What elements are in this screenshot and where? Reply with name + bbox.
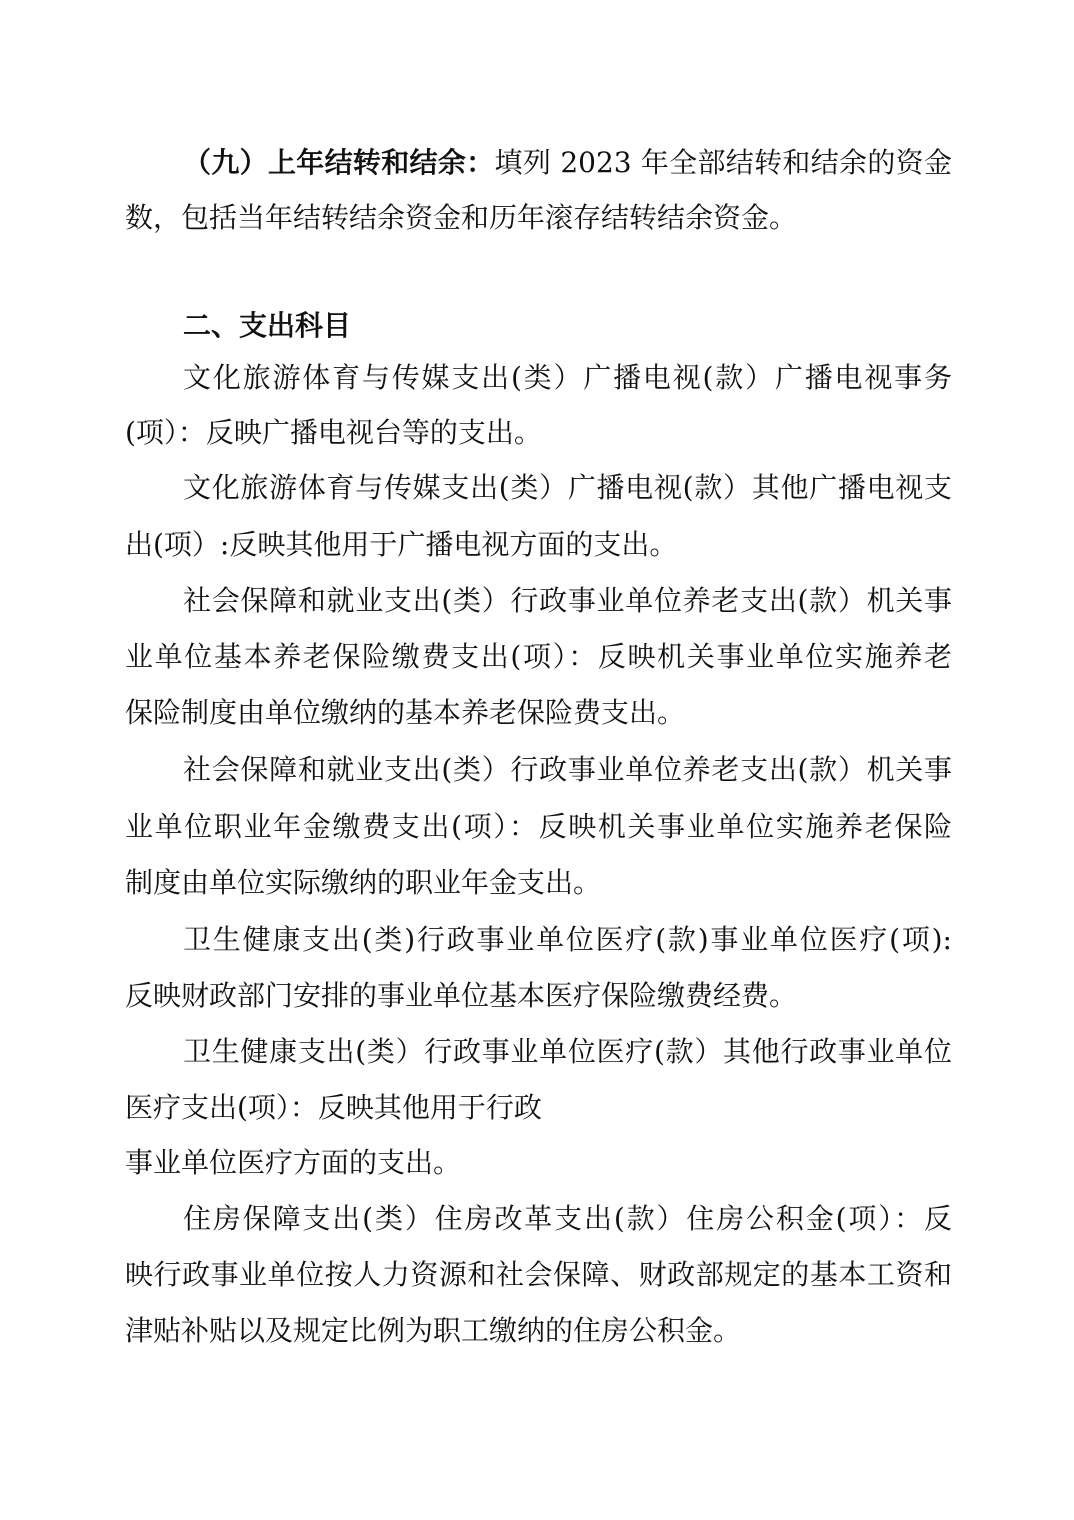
paragraph-line: 社会保障和就业支出(类）行政事业单位养老支出(款）机关事: [183, 753, 952, 786]
paragraph-line: [183, 146, 952, 180]
section-9-text: 填列 2023 年全部结转和结余的资金: [494, 146, 952, 179]
paragraph-line: 文化旅游体育与传媒支出(类）广播电视(款）其他广播电视支: [183, 471, 952, 504]
section-9-label: （九）上年结转和结余：: [183, 146, 495, 179]
paragraph-line: 出(项）:反映其他用于广播电视方面的支出。: [125, 528, 678, 561]
paragraph-line: 数，包括当年结转结余资金和历年滚存结转结余资金。: [125, 201, 798, 234]
paragraph-line: 业单位职业年金缴费支出(项）：反映机关事业单位实施养老保险: [125, 810, 952, 843]
paragraph-line: 文化旅游体育与传媒支出(类）广播电视(款）广播电视事务: [183, 361, 952, 394]
paragraph-line: 住房保障支出(类）住房改革支出(款）住房公积金(项）：反: [183, 1202, 952, 1235]
paragraph-line: 卫生健康支出(类)行政事业单位医疗(款)事业单位医疗(项):: [183, 923, 952, 956]
paragraph-line: 反映财政部门安排的事业单位基本医疗保险缴费经费。: [125, 979, 798, 1012]
paragraph-line: 卫生健康支出(类）行政事业单位医疗(款）其他行政事业单位: [183, 1035, 952, 1068]
paragraph-line: 医疗支出(项）：反映其他用于行政: [125, 1091, 542, 1124]
paragraph-line: 映行政事业单位按人力资源和社会保障、财政部规定的基本工资和: [125, 1258, 952, 1291]
paragraph-line: 津贴补贴以及规定比例为职工缴纳的住房公积金。: [125, 1314, 742, 1347]
paragraph-line: (项）：反映广播电视台等的支出。: [125, 416, 542, 449]
paragraph-line: 社会保障和就业支出(类）行政事业单位养老支出(款）机关事: [183, 584, 952, 617]
paragraph-line: 制度由单位实际缴纳的职业年金支出。: [125, 866, 602, 899]
paragraph-line: 事业单位医疗方面的支出。: [125, 1146, 462, 1179]
section-heading: 二、支出科目: [183, 309, 352, 342]
paragraph-line: 业单位基本养老保险缴费支出(项）：反映机关事业单位实施养老: [125, 640, 952, 673]
paragraph-line: 保险制度由单位缴纳的基本养老保险费支出。: [125, 696, 686, 729]
